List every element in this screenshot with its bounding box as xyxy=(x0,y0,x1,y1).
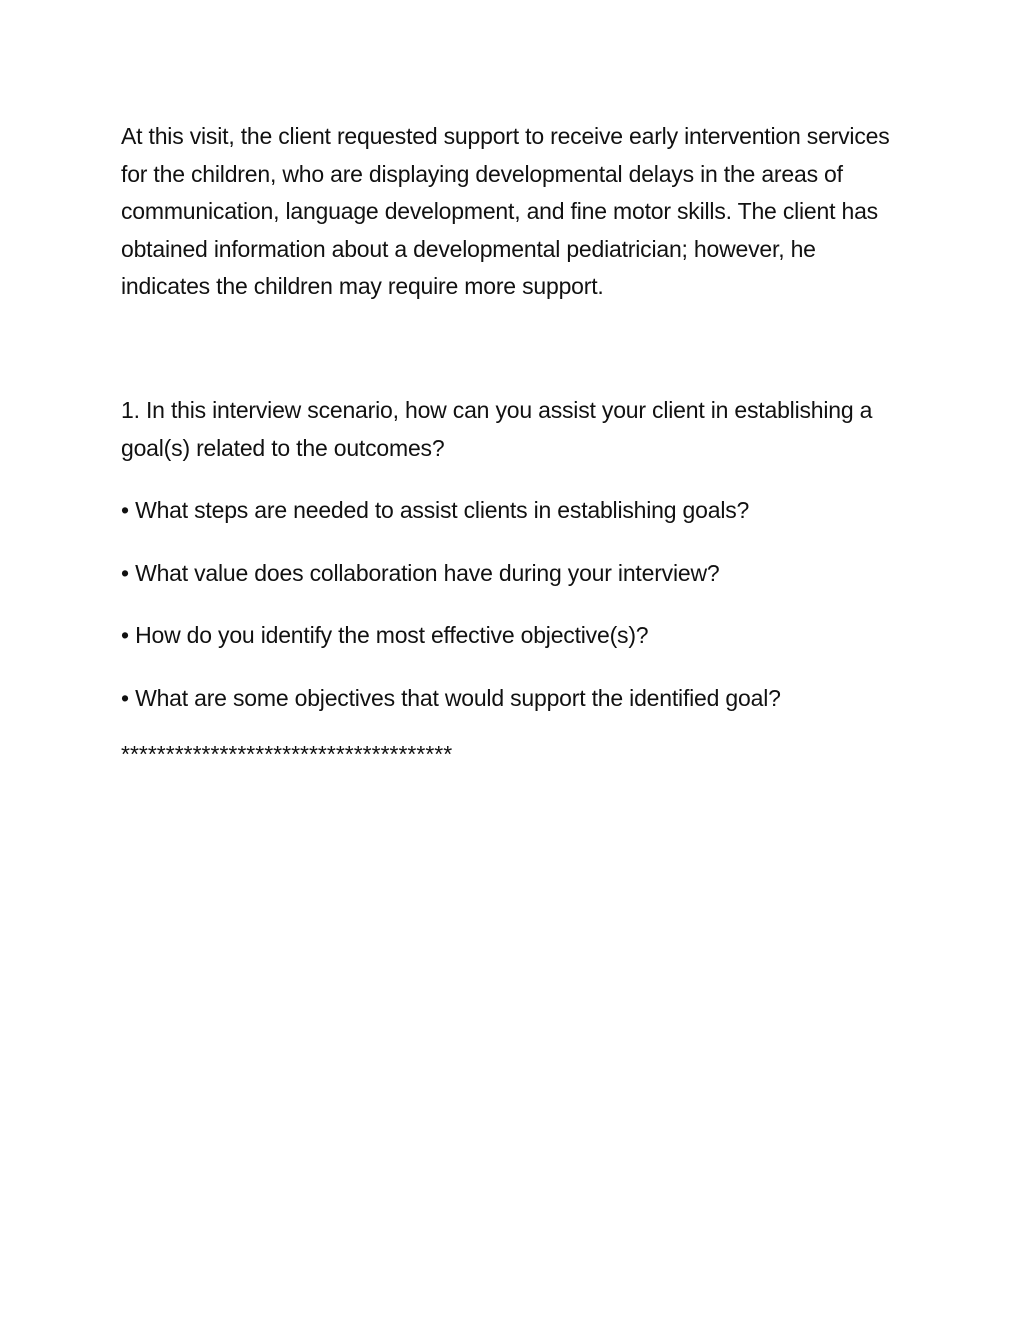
question-1: 1. In this interview scenario, how can you assist your client in establishing a goal(s) related to the outcomes? xyxy=(121,396,873,461)
bullet-text: What steps are needed to assist clients in establishing goals? xyxy=(135,497,750,524)
paragraph-spacer xyxy=(121,306,901,392)
bullet-marker: • xyxy=(121,497,129,524)
bullet-text: How do you identify the most effective objective(s)? xyxy=(135,622,649,649)
bullet-item-objectives xyxy=(121,617,901,655)
bullet-item-collaboration xyxy=(121,555,901,593)
asterisk-separator: ************************************* xyxy=(121,740,453,767)
bullet-marker: • xyxy=(121,559,129,586)
document-page xyxy=(121,118,901,773)
question-bullet-list xyxy=(121,492,901,717)
bullet-item-steps xyxy=(121,492,901,530)
bullet-text: What value does collaboration have during your interview? xyxy=(135,559,720,586)
bullet-marker: • xyxy=(121,622,129,649)
bullet-marker: • xyxy=(121,684,129,711)
bullet-item-support-goal xyxy=(121,680,901,718)
intro-paragraph: At this visit, the client requested support to receive early intervention services for the children, who are displaying developmental delays in the areas of communication, language development, and fine motor skills. The client has obtained information about a developmental pediatrician; however, he indicates the children may require more support. xyxy=(121,123,890,300)
bullet-text: What are some objectives that would support the identified goal? xyxy=(135,684,781,711)
